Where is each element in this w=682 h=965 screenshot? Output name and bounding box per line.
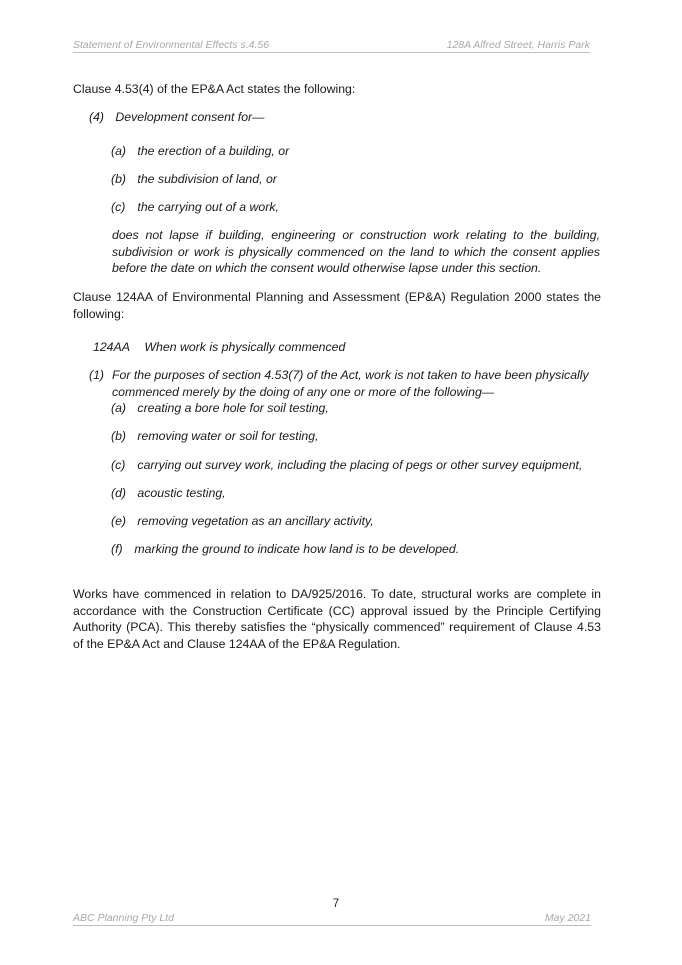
clause-124aa-number: (1): [89, 368, 105, 382]
clause-124aa-item-e: (e) removing vegetation as an ancillary activity,: [111, 514, 374, 528]
clause-453-lead: [89, 109, 617, 126]
page-header: [73, 39, 590, 53]
clause-124aa-lead: [89, 367, 601, 400]
clause-124aa-item-d: (d) acoustic testing,: [111, 486, 226, 500]
clause-124aa-item-f: (f) marking the ground to indicate how land is to be developed.: [111, 542, 460, 556]
clause-124aa-lead-text: For the purposes of section 4.53(7) of the Act, work is not taken to have been physically commenced merely by the doing of any one or more of the following—: [112, 368, 589, 399]
page-footer: [73, 912, 591, 926]
clause-453-item-b: (b) the subdivision of land, or: [111, 172, 277, 186]
page-number: 7: [332, 898, 340, 910]
clause-453-tail: does not lapse if building, engineering or construction work relating to the building, subdivision or work is physically commenced on the land to which the consent applies before the date on which the consent would otherwise lapse under this section.: [112, 228, 600, 276]
header-document-title: Statement of Environmental Effects s.4.56: [73, 39, 270, 51]
clause-453-item-c: (c) the carrying out of a work,: [111, 200, 279, 214]
clause-124aa-heading-text: When work is physically commenced: [144, 340, 346, 354]
intro-paragraph-453: Clause 4.53(4) of the EP&A Act states the following:: [73, 82, 356, 96]
clause-124aa-item-a: (a) creating a bore hole for soil testing,: [111, 401, 329, 415]
clause-453-item-a: (a) the erection of a building, or: [111, 144, 290, 158]
clause-124aa-heading: [93, 339, 621, 356]
clause-453-lead-text: Development consent for—: [115, 110, 265, 124]
conclusion-paragraph: Works have commenced in relation to DA/925/2016. To date, structural works are complete in accordance with the Construction Certificate (CC) approval issued by the Principle Certifying Authority (PCA). This thereby satisfies the “physically commenced” requirement of Clause 4.53 of the EP&A Act and Clause 124AA of the EP&A Regulation.: [73, 587, 601, 652]
intro-paragraph-124aa: Clause 124AA of Environmental Planning and Assessment (EP&A) Regulation 2000 states the following:: [73, 290, 601, 321]
clause-124aa-item-b: (b) removing water or soil for testing,: [111, 429, 319, 443]
clause-453-number: (4): [89, 110, 105, 124]
clause-124aa-item-c: (c) carrying out survey work, including the placing of pegs or other survey equipment,: [111, 458, 583, 472]
clause-124aa-heading-number: 124AA: [93, 340, 130, 354]
footer-date: May 2021: [544, 912, 591, 924]
footer-company: ABC Planning Pty Ltd: [73, 912, 174, 924]
header-site-address: 128A Alfred Street, Harris Park: [446, 39, 590, 51]
